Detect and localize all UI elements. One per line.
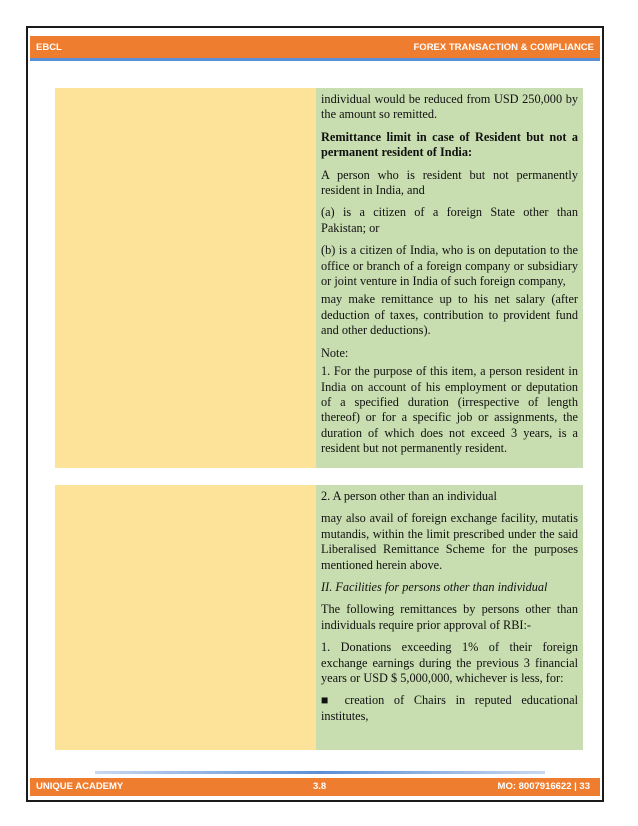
paragraph: individual would be reduced from USD 250,000 by the amount so remitted. — [321, 92, 578, 122]
paragraph: The following remittances by persons other than individuals require prior approval of RBI:- — [321, 602, 578, 632]
left-column-cell — [55, 485, 316, 750]
paragraph: 1. For the purpose of this item, a person resident in India on account of his employment or deputation of a specified duration (irrespective of length thereof) or for a specific job or assignments, the duration of which does not exceed 3 years, is a resident but not permanently resident. — [321, 364, 578, 456]
paragraph: (b) is a citizen of India, who is on deputation to the office or branch of a foreign company or subsidiary or joint venture in India of such foreign company, — [321, 243, 578, 289]
footer-divider — [95, 771, 545, 774]
content-table-row-1 — [55, 88, 583, 468]
footer-page-section: 3.8 — [313, 781, 327, 792]
right-column-cell — [316, 485, 583, 750]
page-footer — [30, 778, 600, 796]
bullet-item: ■ creation of Chairs in reputed educational institutes, — [321, 693, 578, 723]
footer-left-text: UNIQUE ACADEMY — [36, 781, 124, 792]
right-column-cell — [316, 88, 583, 468]
note-label: Note: — [321, 345, 349, 360]
content-table-row-2 — [55, 485, 583, 750]
paragraph: (a) is a citizen of a foreign State other than Pakistan; or — [321, 205, 578, 235]
paragraph: 2. A person other than an individual — [321, 489, 497, 503]
header-right-text: FOREX TRANSACTION & COMPLIANCE — [413, 41, 594, 53]
paragraph: may also avail of foreign exchange facility, mutatis mutandis, within the limit prescribed under the said Liberalised Remittance Scheme for the purposes mentioned herein above. — [321, 511, 578, 572]
header-left-text: EBCL — [36, 41, 62, 53]
section-heading: II. Facilities for persons other than individual — [321, 580, 548, 595]
paragraph: may make remittance up to his net salary (after deduction of taxes, contribution to provident fund and other deductions). — [321, 292, 578, 338]
header-divider — [30, 58, 600, 61]
paragraph: 1. Donations exceeding 1% of their foreign exchange earnings during the previous 3 financial years or USD $ 5,000,000, whichever is less, for: — [321, 640, 578, 686]
paragraph: A person who is resident but not permanently resident in India, and — [321, 167, 578, 198]
left-column-cell — [55, 88, 316, 468]
footer-right-text: MO: 8007916622 | 33 — [497, 781, 590, 792]
page-header — [30, 36, 600, 58]
section-heading: Remittance limit in case of Resident but not a permanent resident of India: — [321, 129, 578, 160]
